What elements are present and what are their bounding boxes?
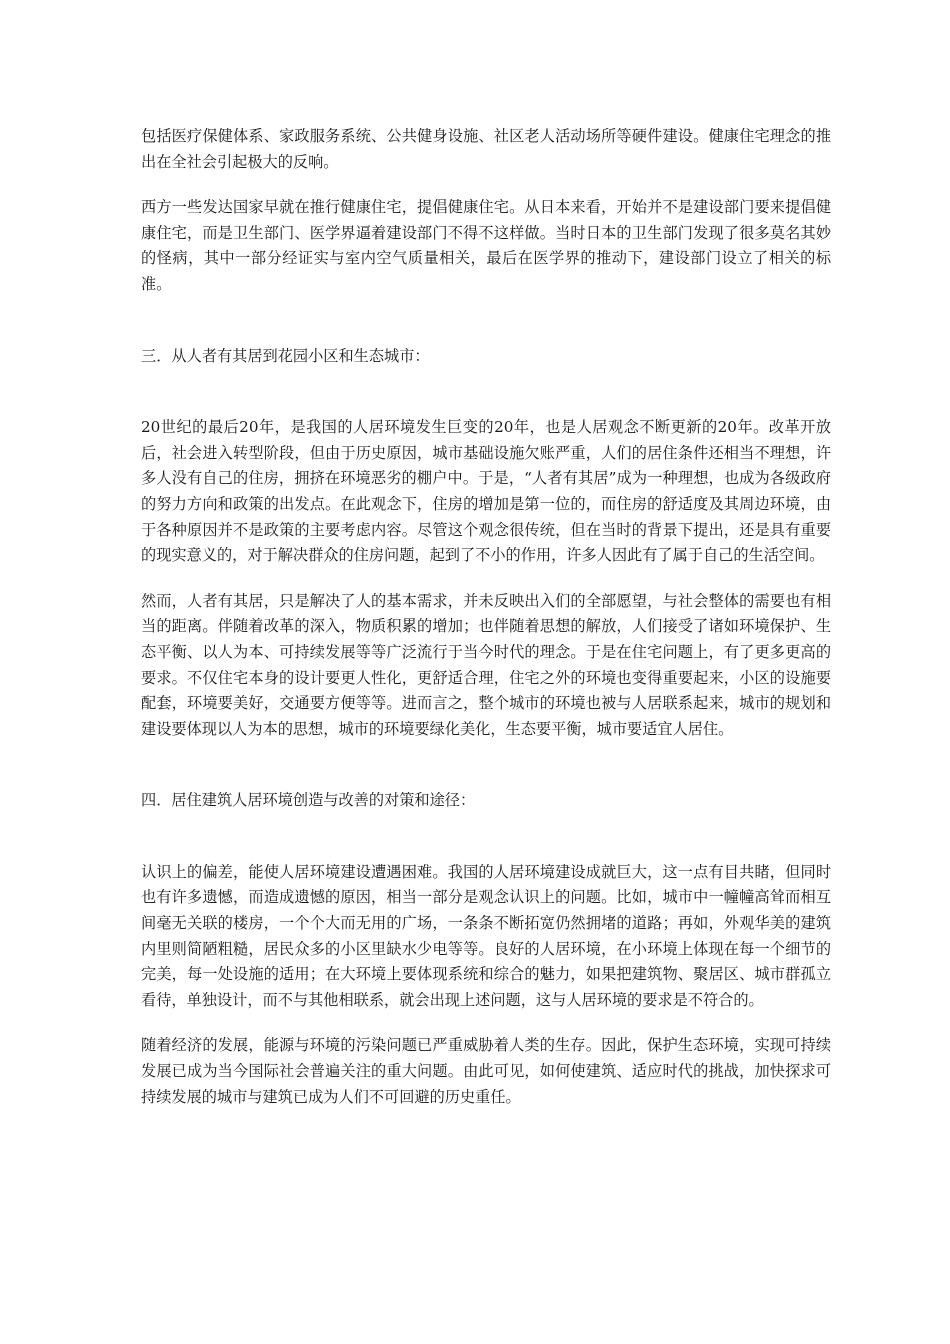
- document-body: [141, 124, 831, 1110]
- section-heading-4: 四．居住建筑人居环境创造与改善的对策和途径：: [141, 791, 476, 810]
- paragraph-cognitive-deviation: 认识上的偏差，能使人居环境建设遭遇困难。我国的人居环境建设成就巨大，这一点有目共睹，但同时也有许多遗憾，而造成遗憾的原因，相当一部分是观念认识上的问题。比如，城市中一幢幢高耸而相互间毫无关联的楼房，一个个大而无用的广场，一条条不断拓宽仍然拥堵的道路；再如，外观华美的建筑内里则简陋粗糙，居民众多的小区里缺水少电等等。良好的人居环境，在小环境上体现在每一个细节的完美，每一处设施的适用；在大环境上要体现系统和综合的魅力，如果把建筑物、聚居区、城市群孤立看待，单独设计，而不与其他相联系，就会出现上述问题，这与人居环境的要求是不符合的。: [141, 862, 831, 1009]
- spacer: [141, 814, 831, 860]
- section-heading-3: 三．从人者有其居到花园小区和生态城市：: [141, 346, 430, 365]
- paragraph-health-housing-facilities: 包括医疗保健体系、家政服务系统、公共健身设施、社区老人活动场所等硬件建设。健康住宅理念的推出在全社会引起极大的反响。: [141, 127, 831, 171]
- paragraph-twenty-years-change: 20世纪的最后20年，是我国的人居环境发生巨变的20年，也是人居观念不断更新的20年。改革开放后，社会进入转型阶段，但由于历史原因，城市基础设施欠账严重，人们的居住条件还相当不理想，许多人没有自己的住房，拥挤在环境恶劣的棚户中。于是，“人者有其居”成为一种理想，也成为各级政府的努力方向和政策的出发点。在此观念下，住房的增加是第一位的，而住房的舒适度及其周边环境，由于各种原因并不是政策的主要考虑内容。尽管这个观念很传统，但在当时的背景下提出，还是具有重要的现实意义的，对于解决群众的住房问题，起到了不小的作用，许多人因此有了属于自己的生活空间。: [141, 418, 831, 565]
- spacer: [141, 742, 831, 788]
- spacer: [141, 569, 831, 589]
- paragraph-sustainable-development: 随着经济的发展，能源与环境的污染问题已严重威胁着人类的生存。因此，保护生态环境，实现可持续发展已成为当今国际社会普遍关注的重大问题。由此可见，如何使建筑、适应时代的挑战，加快探求可持续发展的城市与建筑已成为人们不可回避的历史重任。: [141, 1036, 831, 1106]
- spacer: [141, 298, 831, 344]
- spacer: [141, 369, 831, 415]
- spacer: [141, 175, 831, 195]
- paragraph-higher-requirements: 然而，人者有其居，只是解决了人的基本需求，并未反映出入们的全部愿望，与社会整体的需要也有相当的距离。伴随着改革的深入，物质积累的增加；也伴随着思想的解放，人们接受了诸如环境保护、生态平衡、以人为本、可持续发展等等广泛流行于当今时代的理念。于是在住宅问题上，有了更多更高的要求。不仅住宅本身的设计要更人性化，更舒适合理，住宅之外的环境也变得重要起来，小区的设施要配套，环境要美好，交通要方便等等。进而言之，整个城市的环境也被与人居联系起来，城市的规划和建设要体现以人为本的思想，城市的环境要绿化美化，生态要平衡，城市要适宜人居住。: [141, 591, 831, 738]
- spacer: [141, 1013, 831, 1033]
- paragraph-western-healthy-housing: 西方一些发达国家早就在推行健康住宅，提倡健康住宅。从日本来看，开始并不是建设部门要来提倡健康住宅，而是卫生部门、医学界逼着建设部门不得不这样做。当时日本的卫生部门发现了很多莫名其妙的怪病，其中一部分经证实与室内空气质量相关，最后在医学界的推动下，建设部门设立了相关的标准。: [141, 198, 831, 293]
